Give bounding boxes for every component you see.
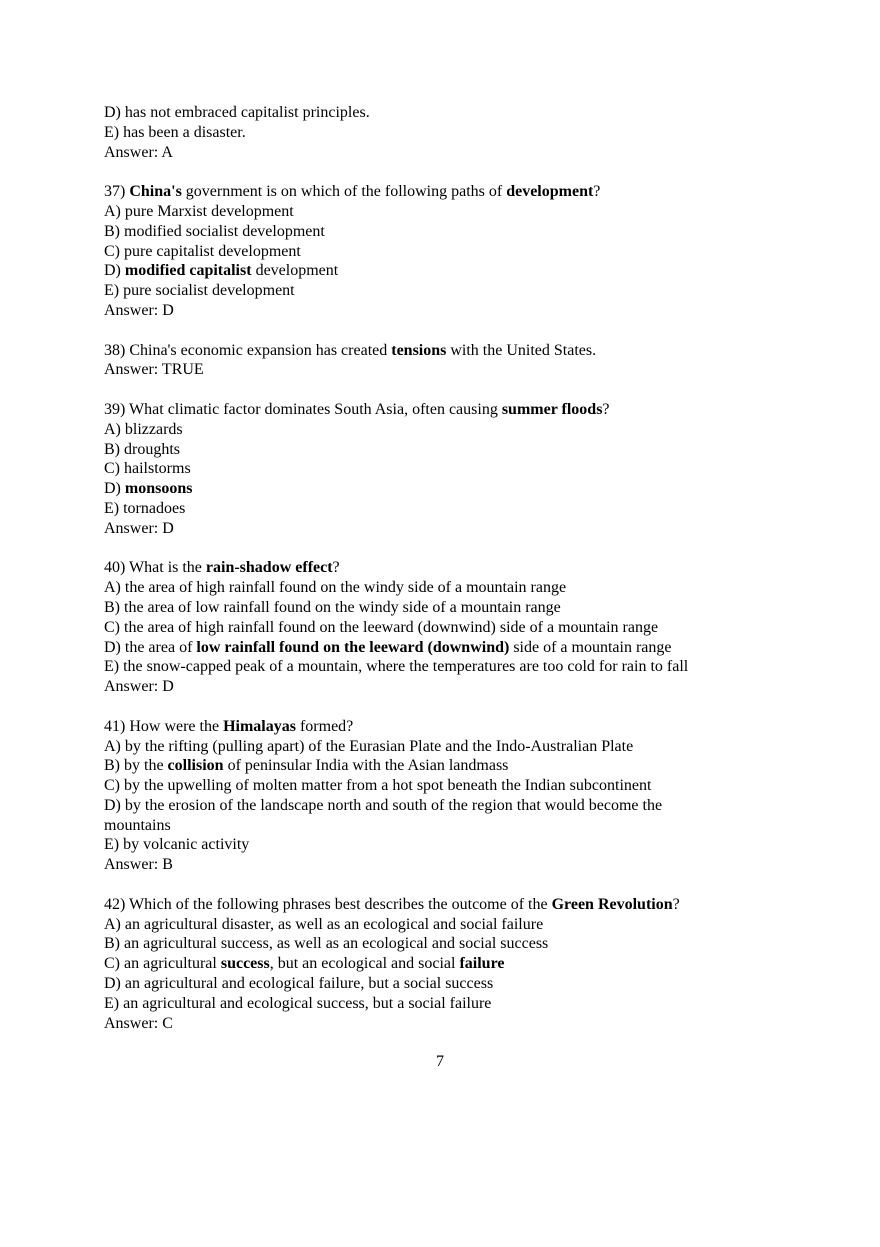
option-text: A) an agricultural disaster, as well as an ecological and social failure <box>104 915 544 933</box>
stem-text: 42) Which of the following phrases best describes the outcome of the <box>104 895 552 913</box>
q40-option-a <box>104 578 804 598</box>
stem-text: ? <box>602 400 610 418</box>
option-text: A) by the rifting (pulling apart) of the Eurasian Plate and the Indo-Australian Plate <box>104 737 634 755</box>
q39-option-c <box>104 459 804 479</box>
q42-option-a <box>104 915 804 935</box>
q42-option-e <box>104 994 804 1014</box>
q42-option-c <box>104 954 804 974</box>
stem-text: ? <box>672 895 680 913</box>
q40-stem <box>104 558 804 578</box>
answer-text: Answer: D <box>104 678 174 696</box>
option-text: side of a mountain range <box>509 638 672 656</box>
option-text: D) by the erosion of the landscape north and south of the region that would become the <box>104 796 663 814</box>
option-text: of peninsular India with the Asian landmass <box>223 757 509 775</box>
bold-term: failure <box>459 955 505 973</box>
option-text: E) tornadoes <box>104 499 186 517</box>
q37-option-e <box>104 281 804 301</box>
option-text: B) droughts <box>104 440 180 458</box>
answer-text: Answer: TRUE <box>104 361 204 379</box>
stem-text: with the United States. <box>446 341 597 359</box>
option-text: B) an agricultural success, as well as an ecological and social success <box>104 935 549 953</box>
q42-answer <box>104 1014 804 1034</box>
answer-text: Answer: A <box>104 143 173 161</box>
spacer <box>104 380 804 400</box>
bold-term: monsoons <box>124 480 193 498</box>
q39-option-b <box>104 440 804 460</box>
q41-answer <box>104 855 804 875</box>
q40-option-e <box>104 657 804 677</box>
q40-option-d <box>104 638 804 658</box>
document-page <box>104 103 804 1033</box>
q39-option-d <box>104 479 804 499</box>
bold-term: low rainfall found on the leeward (downwind) <box>196 638 510 656</box>
stem-text: formed? <box>295 717 354 735</box>
q37-option-c <box>104 242 804 262</box>
option-text: development <box>251 262 339 280</box>
stem-text: 40) What is the <box>104 559 206 577</box>
option-text: B) by the <box>104 757 168 775</box>
option-text: C) pure capitalist development <box>104 242 301 260</box>
q38-answer <box>104 360 804 380</box>
bold-term: development <box>506 183 594 201</box>
q41-stem <box>104 717 804 737</box>
q37-answer <box>104 301 804 321</box>
option-text: A) blizzards <box>104 420 183 438</box>
spacer <box>104 697 804 717</box>
stem-text: 38) China's economic expansion has created <box>104 341 392 359</box>
answer-text: Answer: D <box>104 519 174 537</box>
spacer <box>104 539 804 559</box>
option-text: C) an agricultural <box>104 955 221 973</box>
option-text: B) the area of low rainfall found on the windy side of a mountain range <box>104 598 561 616</box>
q41-option-e <box>104 835 804 855</box>
stem-text: ? <box>593 183 601 201</box>
answer-text: Answer: C <box>104 1014 173 1032</box>
q41-option-d <box>104 796 804 816</box>
bold-term: rain-shadow effect <box>205 559 333 577</box>
q39-option-e <box>104 499 804 519</box>
stem-text: ? <box>332 559 340 577</box>
option-text: , but an ecological and social <box>269 955 460 973</box>
option-text: E) the snow-capped peak of a mountain, where the temperatures are too cold for rain to fall <box>104 658 689 676</box>
bold-term: collision <box>167 757 224 775</box>
option-text: E) pure socialist development <box>104 282 295 300</box>
option-text: D) the area of <box>104 638 197 656</box>
page-number: 7 <box>436 1053 444 1070</box>
bold-term: modified capitalist <box>124 262 252 280</box>
stem-text: 41) How were the <box>104 717 224 735</box>
option-text: C) hailstorms <box>104 460 191 478</box>
question-number: 37) <box>104 183 130 201</box>
bold-term: China's <box>129 183 182 201</box>
option-text: E) an agricultural and ecological success, but a social failure <box>104 994 492 1012</box>
q39-answer <box>104 519 804 539</box>
q37-option-a <box>104 202 804 222</box>
stem-text: government is on which of the following paths of <box>181 183 507 201</box>
q36-option-e <box>104 123 804 143</box>
q40-option-b <box>104 598 804 618</box>
answer-text: Answer: D <box>104 301 174 319</box>
q36-option-d <box>104 103 804 123</box>
spacer <box>104 875 804 895</box>
q37-stem <box>104 182 804 202</box>
option-text: C) by the upwelling of molten matter from a hot spot beneath the Indian subcontinent <box>104 777 652 795</box>
answer-text: Answer: B <box>104 856 173 874</box>
option-text: C) the area of high rainfall found on the leeward (downwind) side of a mountain range <box>104 618 659 636</box>
q39-stem <box>104 400 804 420</box>
option-text: D) <box>104 480 125 498</box>
q41-option-c <box>104 776 804 796</box>
option-text: B) modified socialist development <box>104 222 325 240</box>
q36-answer <box>104 143 804 163</box>
q40-answer <box>104 677 804 697</box>
stem-text: 39) What climatic factor dominates South Asia, often causing <box>104 400 502 418</box>
q41-option-d-cont <box>104 816 804 836</box>
option-text: D) <box>104 262 125 280</box>
option-text: D) an agricultural and ecological failure, but a social success <box>104 975 494 993</box>
bold-term: Himalayas <box>223 717 296 735</box>
q37-option-b <box>104 222 804 242</box>
q42-option-d <box>104 974 804 994</box>
q37-option-d <box>104 261 804 281</box>
q38-stem <box>104 341 804 361</box>
option-text: A) pure Marxist development <box>104 202 294 220</box>
q40-option-c <box>104 618 804 638</box>
q42-stem <box>104 895 804 915</box>
option-text: A) the area of high rainfall found on the windy side of a mountain range <box>104 579 567 597</box>
option-text: E) by volcanic activity <box>104 836 250 854</box>
spacer <box>104 321 804 341</box>
q39-option-a <box>104 420 804 440</box>
option-text: D) has not embraced capitalist principles. <box>104 104 370 121</box>
option-text: mountains <box>104 816 171 834</box>
spacer <box>104 162 804 182</box>
q41-option-a <box>104 737 804 757</box>
bold-term: tensions <box>391 341 447 359</box>
q41-option-b <box>104 756 804 776</box>
bold-term: Green Revolution <box>551 895 673 913</box>
option-text: E) has been a disaster. <box>104 123 246 141</box>
q42-option-b <box>104 934 804 954</box>
bold-term: summer floods <box>501 400 603 418</box>
bold-term: success <box>220 955 270 973</box>
